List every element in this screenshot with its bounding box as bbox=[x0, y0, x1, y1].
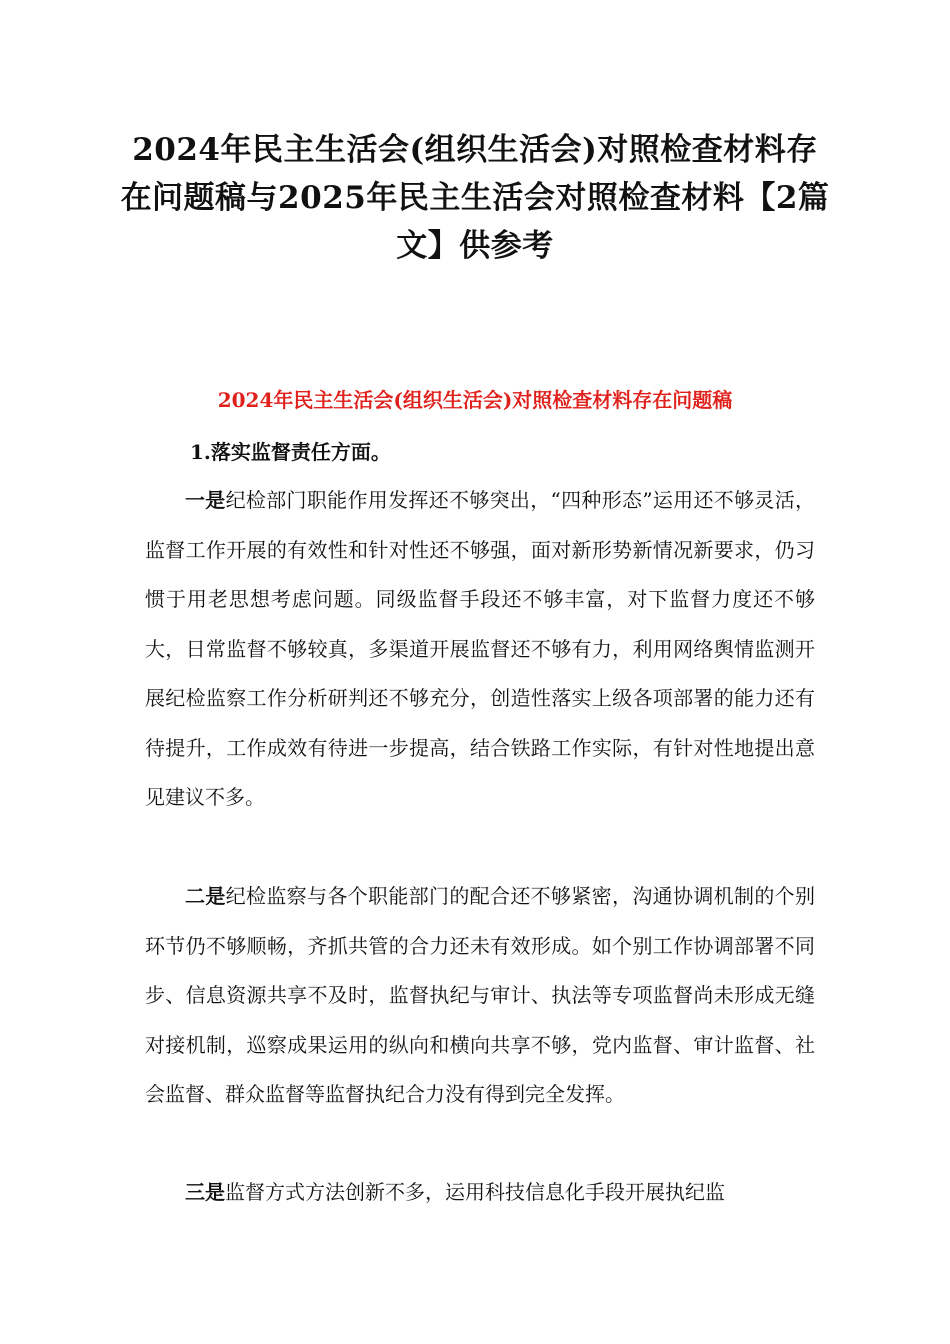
document-title: 2024年民主生活会(组织生活会)对照检查材料存在问题稿与2025年民主生活会对照检查材料【2篇文】供参考 bbox=[120, 132, 830, 264]
section-title: 2024年民主生活会(组织生活会)对照检查材料存在问题稿 bbox=[217, 388, 733, 412]
paragraph-1-text: 纪检部门职能作用发挥还不够突出，“四种形态”运用还不够灵活，监督工作开展的有效性和针对性还不够强，面对新形势新情况新要求，仍习惯于用老思想考虑问题。同级监督手段还不够丰富，对下监督力度还不够大，日常监督不够较真，多渠道开展监督还不够有力，利用网络舆情监测开展纪检监察工作分析研判还不够充分，创造性落实上级各项部署的能力还有待提升，工作成效有待进一步提高，结合铁路工作实际，有针对性地提出意见建议不多。 bbox=[145, 488, 816, 809]
item-heading: 1.落实监督责任方面。 bbox=[190, 440, 391, 464]
paragraph-2-text: 纪检监察与各个职能部门的配合还不够紧密，沟通协调机制的个别环节仍不够顺畅，齐抓共管的合力还未有效形成。如个别工作协调部署不同步、信息资源共享不及时，监督执纪与审计、执法等专项监督尚未形成无缝对接机制，巡察成果运用的纵向和横向共享不够，党内监督、审计监督、社会监督、群众监督等监督执纪合力没有得到完全发挥。 bbox=[145, 884, 816, 1106]
paragraph-2 bbox=[145, 872, 815, 1120]
paragraph-3-text: 监督方式方法创新不多，运用科技信息化手段开展执纪监 bbox=[225, 1180, 725, 1204]
paragraph-1 bbox=[145, 476, 815, 823]
paragraph-2-lead: 二是 bbox=[185, 884, 226, 908]
paragraph-1-lead: 一是 bbox=[185, 488, 226, 512]
paragraph-3 bbox=[145, 1168, 815, 1218]
paragraph-3-lead: 三是 bbox=[185, 1180, 225, 1204]
